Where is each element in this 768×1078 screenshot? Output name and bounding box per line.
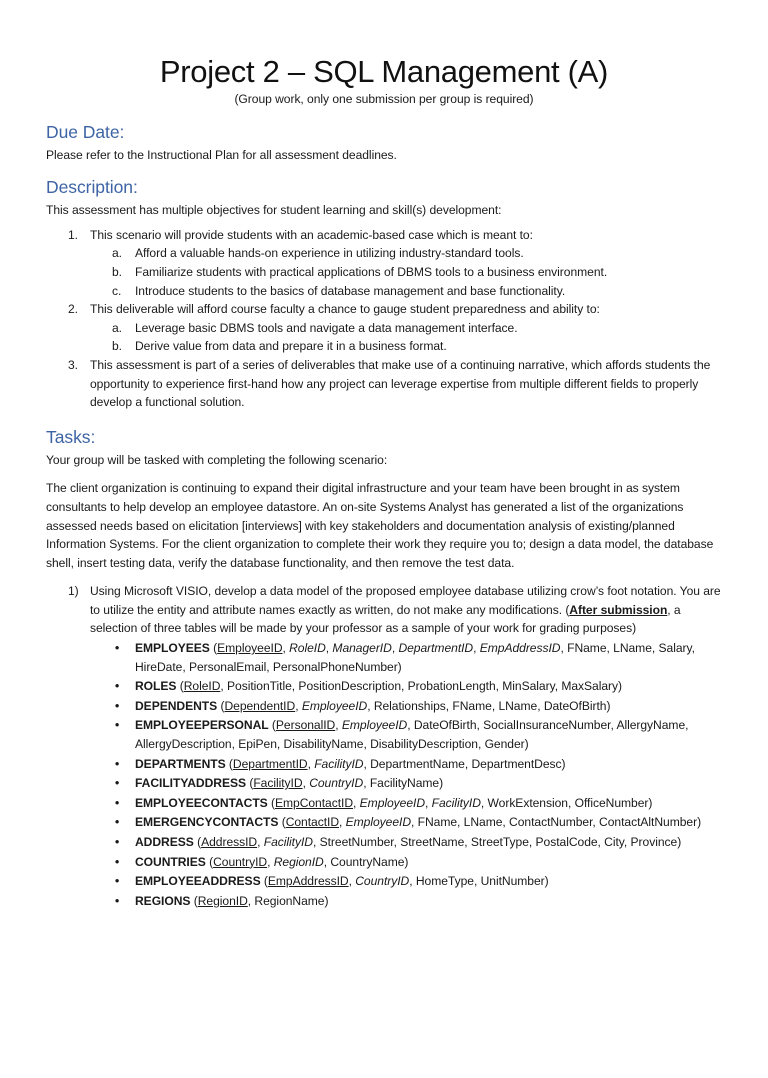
- bullet-icon: •: [115, 893, 120, 908]
- objective-number: 1.: [68, 227, 78, 242]
- tasks-intro: Your group will be tasked with completing the following scenario:: [46, 452, 388, 467]
- foreign-key-attribute: RoleID: [289, 641, 326, 656]
- entity-item: • ADDRESS (AddressID, FacilityID, StreetNumber, StreetName, StreetType, PostalCode, City, Province): [90, 833, 722, 852]
- attribute: FacilityName: [369, 776, 440, 791]
- bullet-icon: •: [115, 679, 120, 694]
- entity-item: • COUNTRIES (CountryID, RegionID, CountryName): [90, 853, 722, 872]
- objective-subitem-letter: c.: [112, 283, 122, 298]
- entity-name: EMPLOYEEPERSONAL: [135, 718, 269, 733]
- attribute: DepartmentDesc: [471, 756, 562, 771]
- due-date-heading: Due Date:: [46, 121, 125, 142]
- entity-name: EMERGENCYCONTACTS: [135, 815, 279, 830]
- attribute: DisabilityDescription: [370, 737, 478, 752]
- attribute: ContactAltNumber: [599, 815, 698, 830]
- attribute: StreetName: [400, 835, 465, 849]
- foreign-key-attribute: FacilityID: [431, 795, 481, 810]
- primary-key-attribute: ContactID: [285, 815, 340, 830]
- objective-subitem-text: Leverage basic DBMS tools and navigate a data management interface.: [135, 320, 518, 335]
- objective-number: 2.: [68, 302, 78, 317]
- objective-subitem: [90, 244, 722, 263]
- objective-text: This deliverable will afford course faculty a chance to gauge student preparedness and ability to:: [90, 302, 600, 317]
- task-emphasis: After submission: [569, 602, 668, 617]
- entity-item: • EMPLOYEEPERSONAL (PersonalID, EmployeeID, DateOfBirth, SocialInsuranceNumber, AllergyName, AllergyDescription, EpiPen, DisabilityName, DisabilityDescription, Gender): [115, 718, 689, 752]
- attribute: Relationships: [373, 698, 446, 713]
- entity-list: [90, 639, 722, 910]
- primary-key-attribute: PersonalID: [275, 718, 336, 733]
- attribute: ProbationLength: [407, 679, 496, 694]
- objective-subitem-text: Introduce students to the basics of database management and base functionality.: [135, 283, 566, 298]
- bullet-icon: •: [115, 718, 120, 733]
- attribute: DateOfBirth: [413, 718, 477, 733]
- bullet-icon: •: [115, 854, 120, 869]
- due-date-text: Please refer to the Instructional Plan for all assessment deadlines.: [46, 147, 397, 162]
- attribute: FName: [567, 641, 607, 656]
- objective-item: [46, 356, 722, 412]
- primary-key-attribute: DependentID: [224, 698, 296, 713]
- objective-sublist: [90, 244, 722, 300]
- tasks-heading: Tasks:: [46, 426, 96, 447]
- objective-subitem: [90, 282, 722, 301]
- entity-name: EMPLOYEECONTACTS: [135, 795, 268, 810]
- foreign-key-attribute: DepartmentID: [398, 641, 474, 656]
- entity-item: • EMPLOYEECONTACTS (EmpContactID, EmployeeID, FacilityID, WorkExtension, OfficeNumber): [90, 794, 722, 813]
- objective-subitem: [90, 337, 722, 356]
- objective-item: [46, 226, 722, 300]
- objective-number: 3.: [68, 357, 78, 372]
- primary-key-attribute: CountryID: [213, 854, 268, 869]
- attribute: PositionDescription: [298, 679, 401, 694]
- attribute: WorkExtension: [487, 795, 568, 810]
- foreign-key-attribute: EmployeeID: [341, 718, 408, 733]
- attribute: City: [604, 835, 624, 849]
- attribute: HireDate: [135, 659, 183, 674]
- attribute: MinSalary: [502, 679, 555, 694]
- entity-name: DEPENDENTS: [135, 698, 218, 713]
- foreign-key-attribute: ManagerID: [332, 641, 392, 656]
- bullet-icon: •: [115, 815, 120, 830]
- primary-key-attribute: AddressID: [201, 835, 258, 849]
- attribute: LName: [613, 641, 652, 656]
- bullet-icon: •: [115, 698, 120, 713]
- entity-item: • FACILITYADDRESS (FacilityID, CountryID, FacilityName): [90, 774, 722, 793]
- foreign-key-attribute: CountryID: [309, 776, 364, 791]
- entity-name: EMPLOYEEADDRESS: [135, 874, 261, 889]
- attribute: LName: [498, 698, 538, 713]
- entity-item: • ROLES (RoleID, PositionTitle, PositionDescription, ProbationLength, MinSalary, MaxSalary): [90, 677, 722, 696]
- entity-item: • DEPENDENTS (DependentID, EmployeeID, Relationships, FName, LName, DateOfBirth): [90, 697, 722, 716]
- description-intro: This assessment has multiple objectives for student learning and skill(s) development:: [46, 203, 502, 218]
- primary-key-attribute: EmpContactID: [274, 795, 354, 810]
- objective-subitem-text: Derive value from data and prepare it in a business format.: [135, 339, 447, 354]
- document-page: [0, 54, 768, 1078]
- page-subtitle: (Group work, only one submission per group is required): [234, 92, 534, 106]
- attribute: Province: [630, 835, 678, 849]
- entity-name: EMPLOYEES: [135, 641, 210, 656]
- foreign-key-attribute: FacilityID: [263, 835, 313, 849]
- attribute: AllergyName: [616, 718, 686, 733]
- entity-name: DEPARTMENTS: [135, 756, 226, 771]
- foreign-key-attribute: CountryID: [355, 874, 410, 889]
- objective-subitem: [90, 319, 722, 338]
- task-text-before: Using Microsoft VISIO, develop a data model of the proposed employee database utilizing crow’s foot notation. You are to utilize the entity and attribute names exactly as written, do not make any modifications. (: [90, 584, 721, 617]
- primary-key-attribute: RoleID: [183, 679, 221, 694]
- objective-subitem-text: Familiarize students with practical applications of DBMS tools to a business environment.: [135, 264, 608, 279]
- attribute: MaxSalary: [561, 679, 618, 694]
- foreign-key-attribute: RegionID: [273, 854, 324, 869]
- attribute: DepartmentName: [370, 756, 465, 771]
- task-number: 1): [68, 584, 79, 599]
- primary-key-attribute: EmployeeID: [217, 641, 283, 656]
- objective-item: [46, 300, 722, 356]
- entity-name: FACILITYADDRESS: [135, 776, 247, 791]
- foreign-key-attribute: FacilityID: [314, 756, 364, 771]
- primary-key-attribute: DepartmentID: [232, 756, 308, 771]
- foreign-key-attribute: EmployeeID: [345, 815, 412, 830]
- attribute: PersonalPhoneNumber: [272, 659, 398, 674]
- entity-item: • EMPLOYEES (EmployeeID, RoleID, ManagerID, DepartmentID, EmpAddressID, FName, LName, Salary, HireDate, PersonalEmail, PersonalPhoneNumber): [115, 641, 695, 674]
- primary-key-attribute: EmpAddressID: [267, 874, 349, 889]
- attribute: DateOfBirth: [543, 698, 607, 713]
- objectives-list: [46, 226, 722, 412]
- objective-subitem: [90, 263, 722, 282]
- bullet-icon: •: [115, 756, 120, 771]
- description-heading: Description:: [46, 177, 138, 198]
- attribute: PostalCode: [535, 835, 598, 849]
- foreign-key-attribute: EmployeeID: [301, 698, 368, 713]
- objective-subitem-text: Afford a valuable hands-on experience in utilizing industry-standard tools.: [135, 246, 524, 261]
- primary-key-attribute: FacilityID: [253, 776, 303, 791]
- entity-name: REGIONS: [135, 893, 191, 908]
- bullet-icon: •: [115, 776, 120, 791]
- bullet-icon: •: [115, 641, 120, 656]
- attribute: RegionName: [254, 893, 325, 908]
- task-item: [46, 582, 722, 910]
- attribute: CountryName: [330, 854, 405, 869]
- attribute: StreetType: [470, 835, 529, 849]
- entity-name: COUNTRIES: [135, 854, 206, 869]
- attribute: FName: [452, 698, 492, 713]
- attribute: HomeType: [415, 874, 474, 889]
- objective-subitem-letter: b.: [112, 264, 122, 279]
- attribute: StreetNumber: [319, 835, 394, 849]
- attribute: Salary: [658, 641, 692, 656]
- attribute: LName: [463, 815, 503, 830]
- attribute: Gender: [484, 737, 525, 752]
- entity-name: ROLES: [135, 679, 177, 694]
- entity-item: • REGIONS (RegionID, RegionName): [90, 892, 722, 911]
- foreign-key-attribute: EmployeeID: [359, 795, 426, 810]
- attribute: PositionTitle: [227, 679, 292, 694]
- entity-item: • EMERGENCYCONTACTS (ContactID, EmployeeID, FName, LName, ContactNumber, ContactAltNumber): [90, 813, 722, 832]
- objective-text: This scenario will provide students with an academic-based case which is meant to:: [90, 227, 533, 242]
- bullet-icon: •: [115, 795, 120, 810]
- objective-subitem-letter: a.: [112, 246, 122, 261]
- attribute: PersonalEmail: [188, 659, 267, 674]
- attribute: UnitNumber: [480, 874, 545, 889]
- entity-item: • DEPARTMENTS (DepartmentID, FacilityID, DepartmentName, DepartmentDesc): [90, 755, 722, 774]
- bullet-icon: •: [115, 874, 120, 889]
- bullet-icon: •: [115, 835, 120, 849]
- objective-text: This assessment is part of a series of deliverables that make use of a continuing narrative, which affords students the opportunity to experience first-hand how any project can leverage expertise from multiple different fields to properly develop a functional solution.: [90, 357, 711, 410]
- attribute: DisabilityName: [283, 737, 364, 752]
- attribute: AllergyDescription: [135, 737, 232, 752]
- scenario-paragraph: The client organization is continuing to expand their digital infrastructure and your team have been brought in as system consultants to help develop an employee datastore. An on-site Systems Analyst has generated a list of the organizations assessed needs based on elicitation [interviews] with key stakeholders and documentation analysis of existing/planned Information Systems. For the client organization to complete their work they require you to; design a data model, the database shell, insert testing data, verify the database functionality, and then remove the test data.: [46, 481, 714, 570]
- objective-subitem-letter: a.: [112, 320, 122, 335]
- page-title: Project 2 – SQL Management (A): [159, 54, 609, 89]
- tasks-list: [46, 582, 722, 910]
- attribute: OfficeNumber: [574, 795, 649, 810]
- foreign-key-attribute: EmpAddressID: [479, 641, 561, 656]
- objective-sublist: [90, 319, 722, 356]
- attribute: EpiPen: [238, 737, 277, 752]
- attribute: ContactNumber: [509, 815, 593, 830]
- entity-item: • EMPLOYEEADDRESS (EmpAddressID, CountryID, HomeType, UnitNumber): [90, 872, 722, 891]
- objective-subitem-letter: b.: [112, 339, 122, 354]
- entity-name: ADDRESS: [135, 835, 194, 849]
- task-text-after: , a selection of three tables will be made by your professor as a sample of your work for grading purposes): [90, 602, 681, 636]
- primary-key-attribute: RegionID: [197, 893, 248, 908]
- attribute: FName: [417, 815, 458, 830]
- attribute: SocialInsuranceNumber: [483, 718, 611, 733]
